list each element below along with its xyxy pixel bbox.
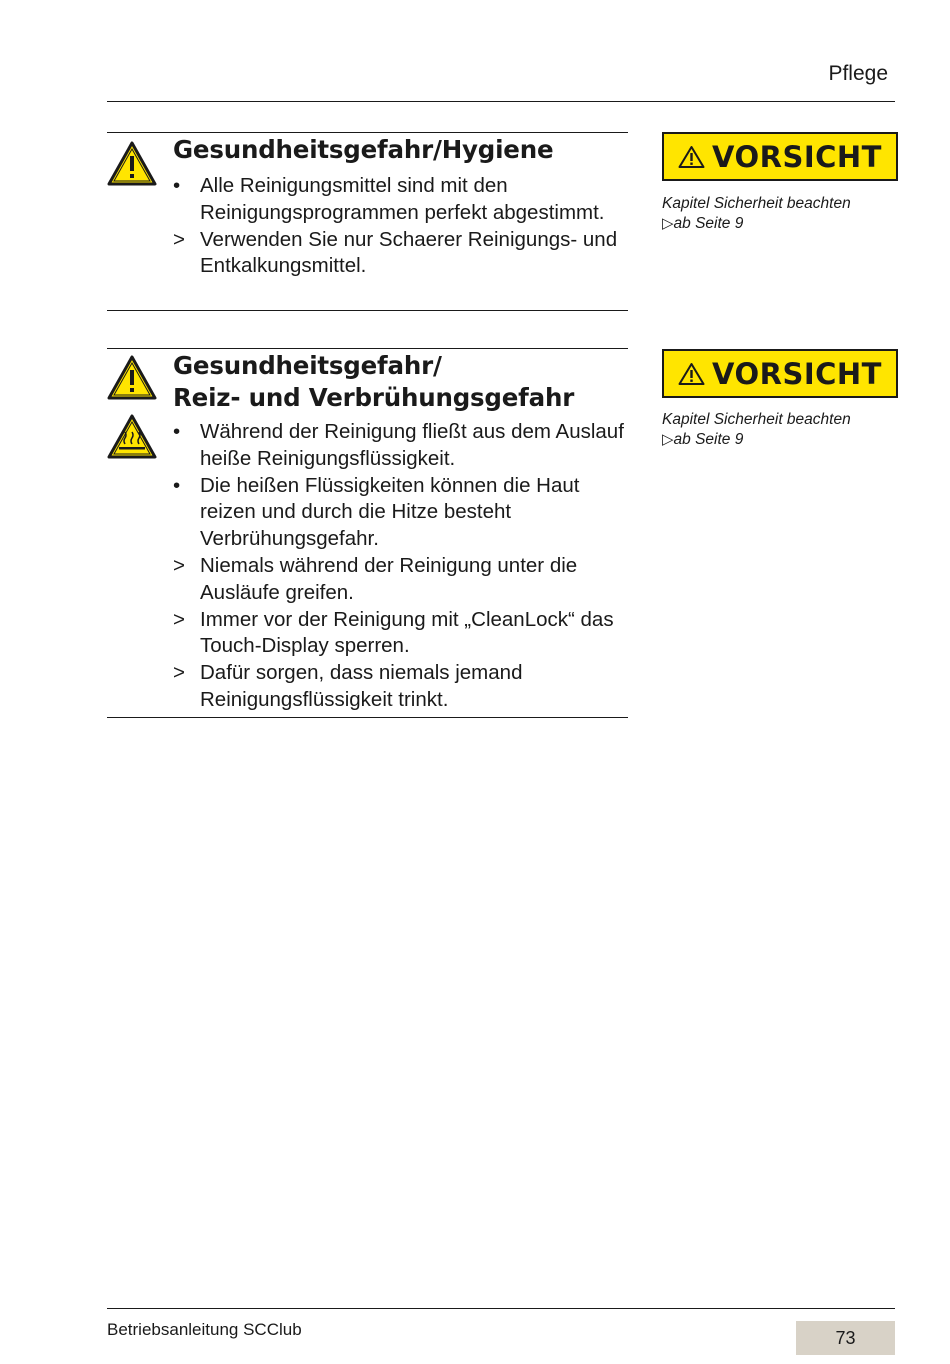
hot-surface-icon [107,414,157,459]
item-text: Alle Reinigungsmittel sind mit den Reinigungsprogrammen perfekt abgestimmt. [200,174,605,224]
list-item [173,607,628,661]
item-text: Niemals während der Reinigung unter die Ausläufe greifen. [200,553,578,604]
warning-title-line: Gesundheitsgefahr/Hygiene [173,135,554,164]
item-text: Während der Reinigung fließt aus dem Auslauf heiße Reinigungsflüssigkeit. [200,420,624,470]
warning-item-list [173,173,628,280]
safety-reference [662,194,851,234]
reference-text: Kapitel Sicherheit beachten [662,195,851,212]
list-item [173,173,628,227]
list-item [173,553,628,607]
item-text: Die heißen Flüssigkeiten können die Haut reizen und durch die Hitze besteht Verbrühungsgefahr. [200,473,580,551]
page-header-title: Pflege [828,62,888,85]
footer-rule [107,1308,895,1309]
item-text: Verwenden Sie nur Schaerer Reinigungs- und Entkalkungsmittel. [200,227,618,278]
list-item [173,227,628,281]
action-marker: > [173,227,185,251]
reference-link[interactable] [662,430,851,450]
item-text: Immer vor der Reinigung mit „CleanLock“ das Touch-Display sperren. [200,607,614,658]
list-item [173,660,628,714]
bullet-marker: • [173,420,181,443]
page-number-text: 73 [835,1327,856,1348]
signal-word-label [662,132,898,181]
action-marker: > [173,553,185,577]
action-marker: > [173,607,185,631]
header-rule [107,101,895,102]
warning-triangle-icon [107,141,157,186]
list-item [173,473,628,553]
list-item [173,419,628,473]
signal-word-label [662,349,898,398]
warning-triangle-icon [678,362,705,386]
safety-reference [662,410,851,450]
warning-title-line: Reiz- und Verbrühungsgefahr [173,383,575,412]
bullet-marker: • [173,174,181,197]
reference-link[interactable] [662,214,851,234]
warning-triangle-icon [678,145,705,169]
warning-title-line: Gesundheitsgefahr/ [173,351,442,380]
reference-page: ab Seite 9 [673,215,744,232]
footer-document-title: Betriebsanleitung SCClub [107,1320,302,1339]
arrow-icon: ▷ [662,431,674,448]
warning-item-list [173,419,628,714]
action-marker: > [173,661,185,685]
page-number [796,1321,895,1355]
warning-title [173,134,553,166]
signal-word-text: VORSICHT [712,139,882,174]
reference-page: ab Seite 9 [673,431,744,448]
item-text: Dafür sorgen, dass niemals jemand Reinigungsflüssigkeit trinkt. [200,661,523,711]
warning-block-scalding [107,348,628,718]
warning-title [173,350,574,414]
reference-text: Kapitel Sicherheit beachten [662,411,851,428]
warning-block-hygiene [107,132,628,311]
bullet-marker: • [173,473,181,497]
warning-triangle-icon [107,355,157,400]
arrow-icon: ▷ [662,215,674,232]
signal-word-text: VORSICHT [712,356,882,391]
